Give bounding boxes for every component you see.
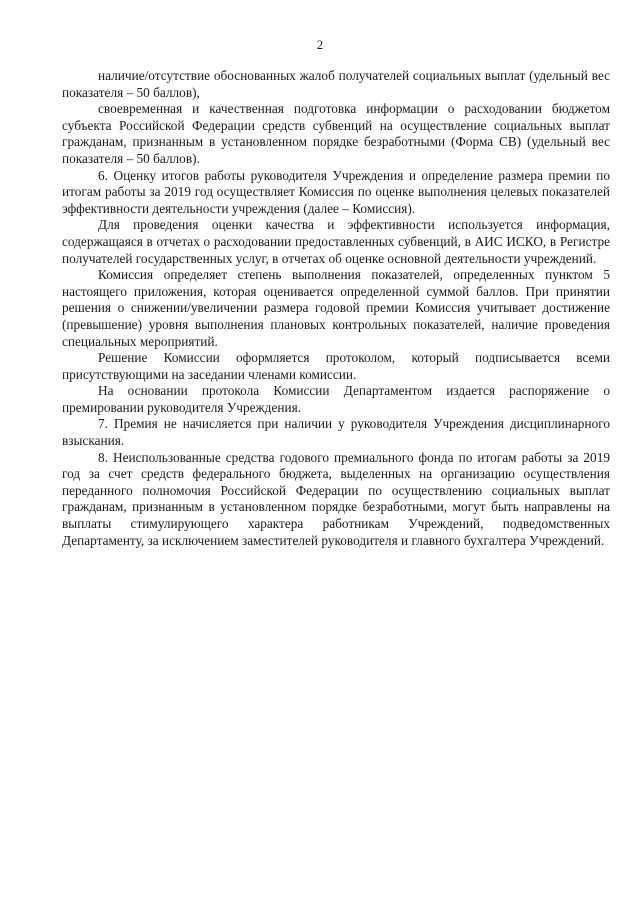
paragraph-commission-assessment: Комиссия определяет степень выполнения показателей, определенных пунктом 5 настоящего приложения, которая оценивается определенной суммой баллов. При принятии решения о снижении/увеличении размера годовой премии Комиссия учитывает достижение (превышение) уровня выполнения плановых контрольных показателей, наличие проведения специальных мероприятий.: [62, 267, 610, 349]
document-body: [62, 68, 610, 549]
paragraph-commission-protocol: Решение Комиссии оформляется протоколом, который подписывается всеми присутствующими на заседании членами комиссии.: [62, 350, 610, 382]
paragraph-information-sources: Для проведения оценки качества и эффективности используется информация, содержащаяся в отчетах о расходовании предоставленных субвенций, в АИС ИСКО, в Регистре получателей государственных услуг, в отчетах об оценке основной деятельности учреждений.: [62, 217, 610, 266]
paragraph-complaints-indicator: наличие/отсутствие обоснованных жалоб получателей социальных выплат (удельный вес показателя – 50 баллов),: [62, 68, 610, 100]
paragraph-reporting-indicator: своевременная и качественная подготовка информации о расходовании бюджетом субъекта Российской Федерации средств субвенций на осуществление социальных выплат гражданам, признанным в установленном порядке безработными (Форма СВ) (удельный вес показателя – 50 баллов).: [62, 101, 610, 166]
paragraph-section-7: 7. Премия не начисляется при наличии у руководителя Учреждения дисциплинарного взыскания.: [62, 416, 610, 449]
paragraph-section-6: 6. Оценку итогов работы руководителя Учреждения и определение размера премии по итогам работы за 2019 год осуществляет Комиссия по оценке выполнения целевых показателей эффективности деятельности учреждения (далее – Комиссия).: [62, 167, 610, 216]
paragraph-section-8: 8. Неиспользованные средства годового премиального фонда по итогам работы за 2019 год за счет средств федерального бюджета, выделенных на организацию осуществления переданного полномочия Российской Федерации по осуществлению социальных выплат гражданам, признанным в установленном порядке безработными, могут быть направлены на выплаты стимулирующего характера работникам Учреждений, подведомственных Департаменту, за исключением заместителей руководителя и главного бухгалтера Учреждений.: [62, 449, 610, 548]
page-number: 2: [316, 38, 324, 52]
paragraph-department-order: На основании протокола Комиссии Департаментом издается распоряжение о премировании руководителя Учреждения.: [62, 383, 610, 415]
